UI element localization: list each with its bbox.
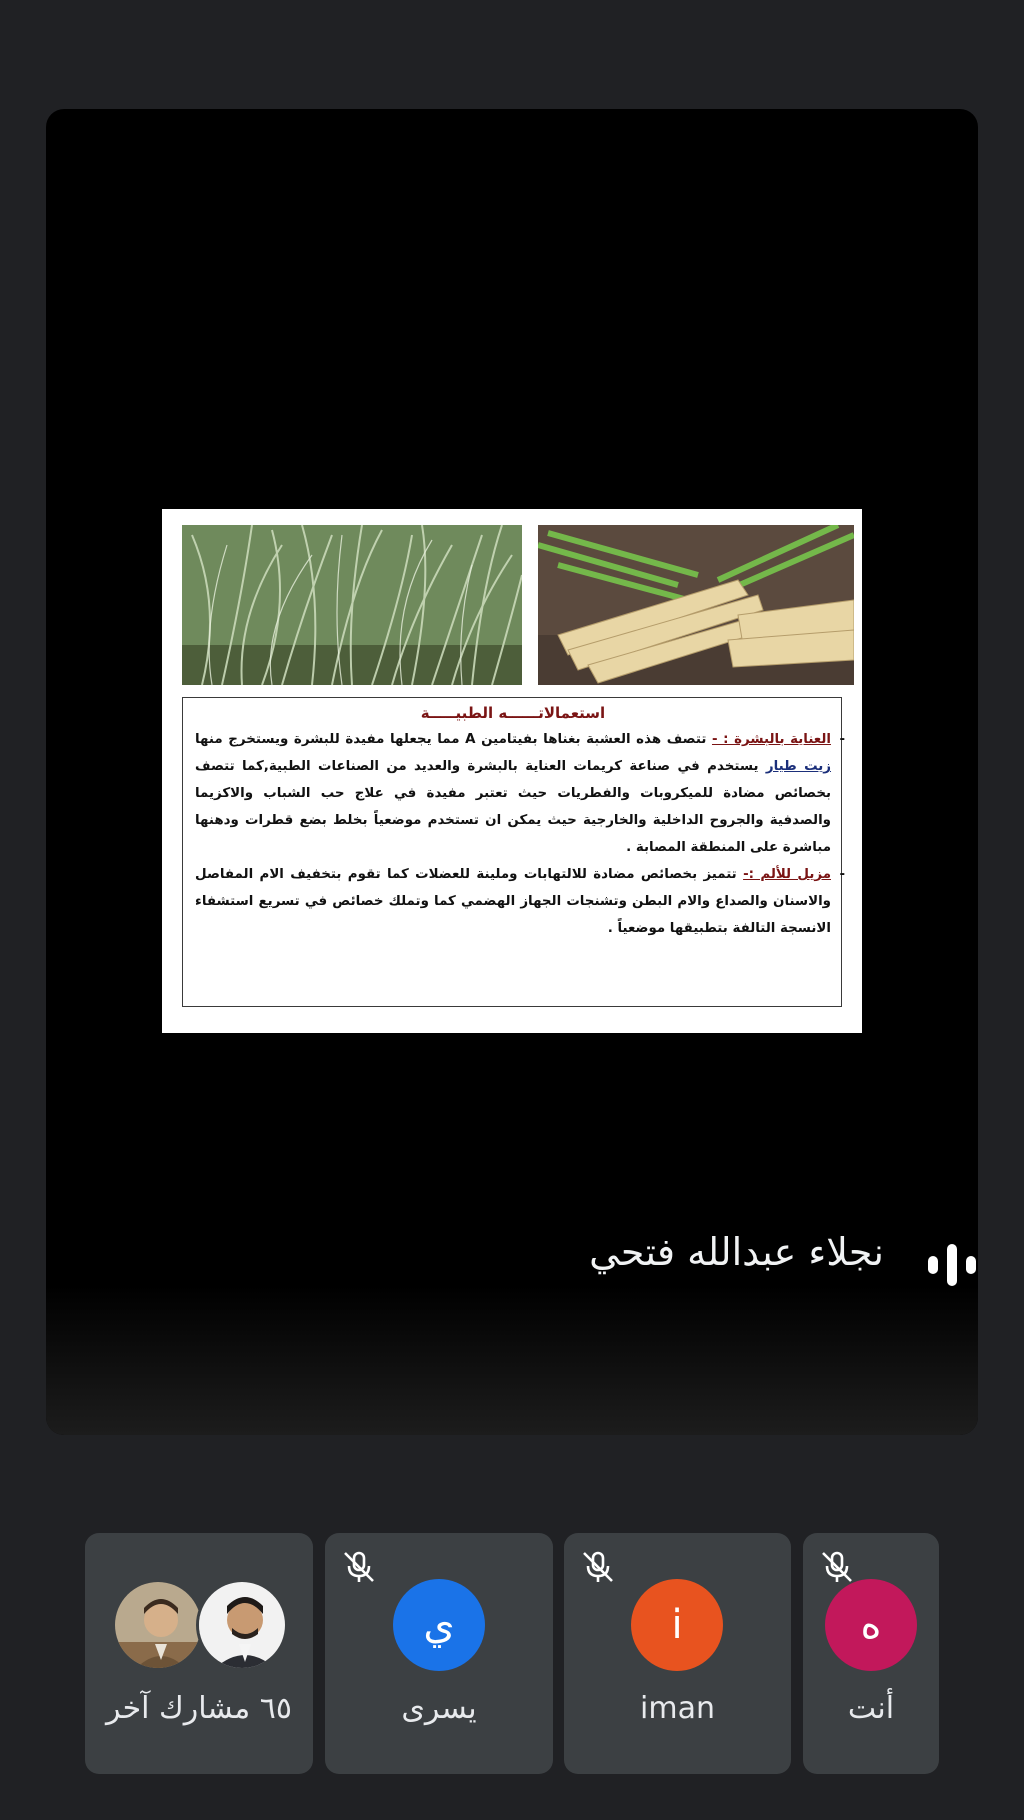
shared-slide bbox=[162, 509, 862, 1033]
participant-photo-avatar bbox=[112, 1579, 204, 1671]
lemongrass-stalks-image bbox=[538, 525, 854, 685]
lemongrass-plant-image bbox=[182, 525, 522, 685]
slide-heading: استعمالاتــــــه الطبيـــــة bbox=[420, 704, 606, 722]
participant-name: iman bbox=[640, 1691, 715, 1726]
participant-avatar: ي bbox=[393, 1579, 485, 1671]
participant-avatar: i bbox=[631, 1579, 723, 1671]
tile-bottom-shade bbox=[46, 1285, 978, 1435]
audio-level-icon bbox=[926, 1242, 978, 1288]
participant-tile-self[interactable] bbox=[803, 1533, 939, 1774]
participant-name: أنت bbox=[847, 1691, 895, 1726]
slide-paragraph-skin-care bbox=[195, 726, 831, 861]
participant-name: يسرى bbox=[401, 1691, 477, 1726]
participant-tile-yousra[interactable] bbox=[325, 1533, 553, 1774]
other-participants-tile[interactable] bbox=[85, 1533, 313, 1774]
slide-paragraph-pain-relief bbox=[195, 861, 831, 942]
skin-care-text-a: تتصف هذه العشبة بغناها بفيتامين A مما يجعلها مفيدة للبشرة ويستخرج منها bbox=[195, 732, 712, 747]
skin-care-text-b: يستخدم في صناعة كريمات العناية بالبشرة والعديد من الصناعات الطبية,كما تتصف بخصائص مضادة للميكروبات والفطريات حيث تعتبر مفيدة في علاج حب الشباب والاكزيما والصدفية والجروح الداخلية والخارجية حيث يمكن ان تستخدم موضعياً بخلط بضع قطرات ودهنها مباشرة على المنطقة المصابة . bbox=[195, 759, 831, 855]
presenter-name: نجلاء عبدالله فتحي bbox=[589, 1230, 884, 1274]
pain-relief-text: تتميز بخصائص مضادة للالتهابات وملينة للعضلات كما تقوم بتخفيف الام المفاصل والاسنان والصداع والام البطن وتشنجات الجهاز الهضمي كما وتملك خصائص في تسريع استشفاء الانسجة التالفة بتطبيقها موضعياً . bbox=[195, 867, 831, 936]
mic-off-icon bbox=[580, 1549, 616, 1585]
participant-photo-avatar bbox=[196, 1579, 288, 1671]
participant-avatar: ه bbox=[825, 1579, 917, 1671]
volatile-oil-term: زيت طيار bbox=[765, 759, 832, 774]
slide-text-box bbox=[182, 697, 842, 1007]
skin-care-lead: العناية بالبشرة : - bbox=[711, 732, 831, 747]
participant-label-others: ٦٥ مشارك آخر bbox=[106, 1691, 292, 1726]
participant-tile-iman[interactable] bbox=[564, 1533, 791, 1774]
mic-off-icon bbox=[819, 1549, 855, 1585]
mic-off-icon bbox=[341, 1549, 377, 1585]
pain-relief-lead: مزيل للألم :- bbox=[743, 867, 831, 882]
